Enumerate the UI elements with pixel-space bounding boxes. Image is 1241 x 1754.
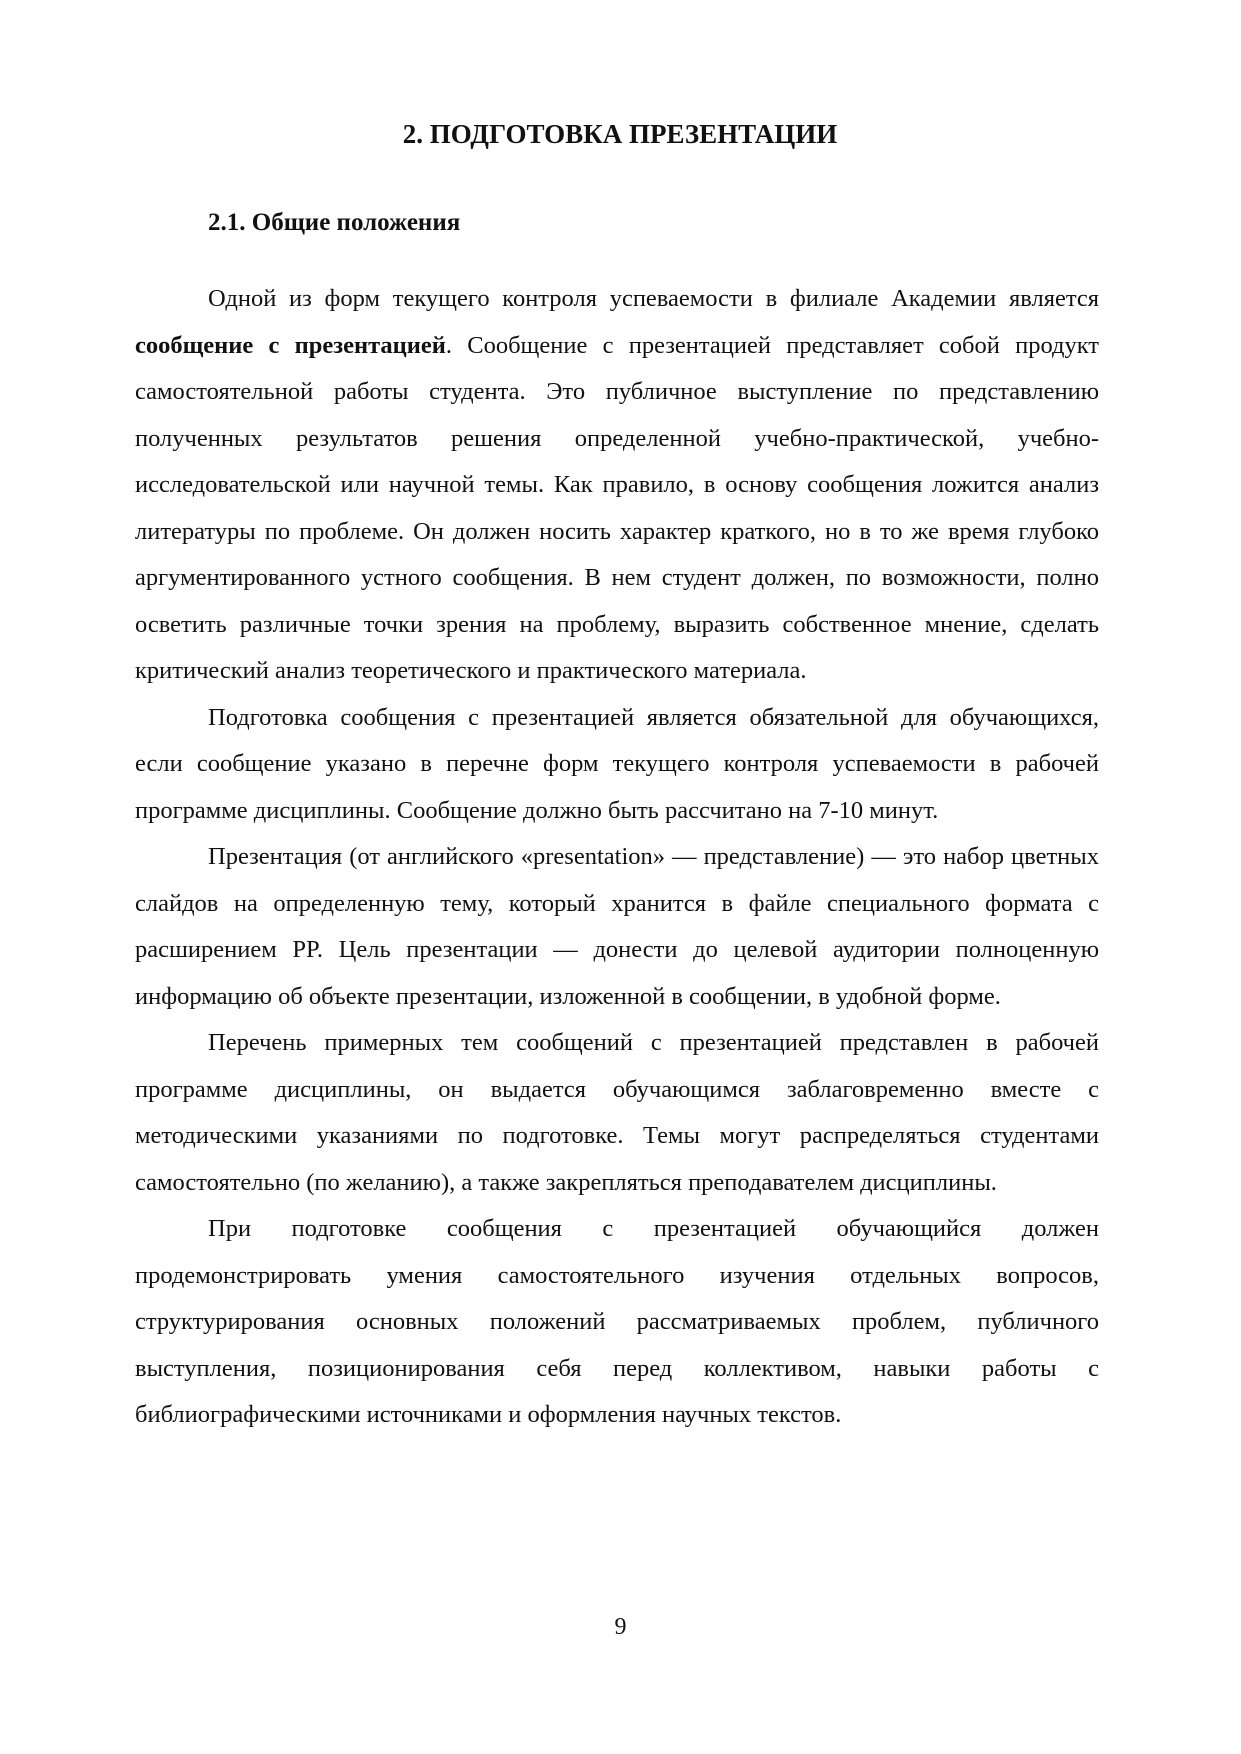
body-text (135, 276, 1099, 1439)
paragraph-4: Перечень примерных тем сообщений с презентацией представлен в рабочей программе дисциплины, он выдается обучающимся заблаговременно вместе с методическими указаниями по подготовке. Темы могут распределяться студентами самостоятельно (по желанию), а также закрепляться преподавателем дисциплины. (135, 1029, 1099, 1196)
paragraph-2: Подготовка сообщения с презентацией является обязательной для обучающихся, если сообщение указано в перечне форм текущего контроля успеваемости в рабочей программе дисциплины. Сообщение должно быть рассчитано на 7-10 минут. (135, 703, 1099, 824)
paragraph-1-part-1: Одной из форм текущего контроля успеваемости в филиале Академии является (208, 285, 1099, 312)
paragraph-1 (135, 276, 1099, 695)
paragraph-1-part-2: . Сообщение с презентацией представляет собой продукт самостоятельной работы студента. Это публичное выступление по представлению полученных результатов решения определенной учебно-практической, учебно-исследовательской или научной темы. Как правило, в основу сообщения ложится анализ литературы по проблеме. Он должен носить характер краткого, но в то же время глубоко аргументированного устного сообщения. В нем студент должен, по возможности, полно осветить различные точки зрения на проблему, выразить собственное мнение, сделать критический анализ теоретического и практического материала. (135, 331, 1099, 684)
paragraph-5: При подготовке сообщения с презентацией обучающийся должен продемонстрировать умения самостоятельного изучения отдельных вопросов, структурирования основных положений рассматриваемых проблем, публичного выступления, позиционирования себя перед коллективом, навыки работы с библиографическими источниками и оформления научных текстов. (135, 1215, 1099, 1428)
paragraph-3: Презентация (от английского «presentation» — представление) — это набор цветных слайдов на определенную тему, который хранится в файле специального формата с расширением PP. Цель презентации — донести до целевой аудитории полноценную информацию об объекте презентации, изложенной в сообщении, в удобной форме. (135, 843, 1099, 1010)
section-title: 2.1. Общие положения (208, 209, 461, 236)
page-number: 9 (614, 1614, 627, 1640)
paragraph-1-bold-term: сообщение с презентацией (135, 331, 446, 359)
chapter-title: 2. ПОДГОТОВКА ПРЕЗЕНТАЦИИ (402, 119, 838, 149)
